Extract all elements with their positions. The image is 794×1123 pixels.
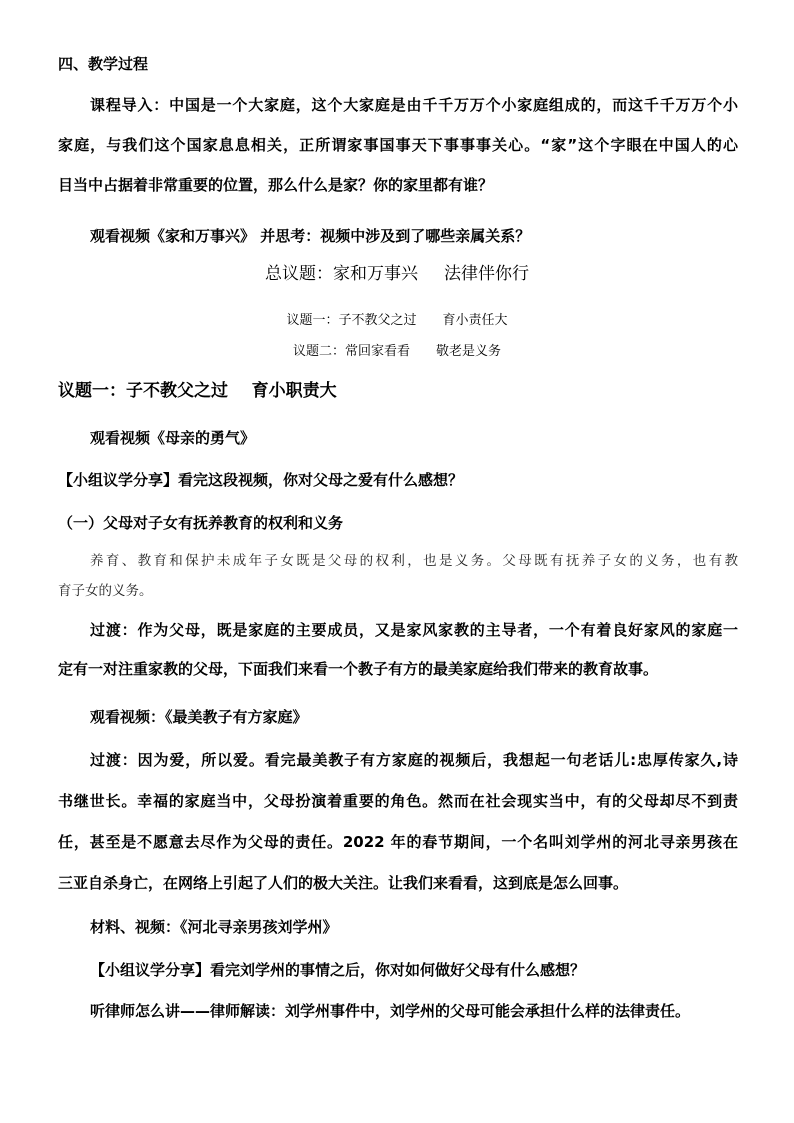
main-topic-title (0, 264, 794, 284)
video-prompt-2: 观看视频《母亲的勇气》 (90, 429, 256, 447)
main-topic-subtitle: 法律伴你行 (444, 264, 529, 284)
note-line-1: 养育、教育和保护未成年子女既是父母的权利，也是义务。父母既有抚养子女的义务，也有教 (90, 553, 738, 569)
video-prompt-1: 观看视频《家和万事兴》 并思考：视频中涉及到了哪些亲属关系？ (90, 227, 531, 245)
video-prompt-3: 观看视频：《最美教子有方家庭》 (90, 708, 308, 726)
transition-1-line-1: 过渡：作为父母，既是家庭的主要成员，又是家风家教的主导者，一个有着良好家风的家庭一 (90, 621, 738, 639)
group-share-prompt-2: 【小组议学分享】看完刘学州的事情之后，你对如何做好父母有什么感想？ (90, 961, 586, 979)
section-heading: 四、教学过程 (58, 55, 149, 73)
topic-1-heading: 议题一：子不教父之过 育小职责大 (58, 381, 337, 401)
sub-topic-1-subtitle: 育小责任大 (442, 313, 508, 328)
main-topic-label: 总议题：家和万事兴 (265, 264, 418, 284)
intro-paragraph-line-1: 课程导入：中国是一个大家庭，这个大家庭是由千千万万个小家庭组成的，而这千千万万个小 (90, 96, 738, 114)
sub-topic-2 (0, 342, 794, 362)
intro-paragraph-line-3: 目当中占据着非常重要的位置，那么什么是家？你的家里都有谁？ (58, 176, 494, 194)
group-share-prompt-1: 【小组议学分享】看完这段视频，你对父母之爱有什么感想？ (58, 471, 464, 489)
intro-paragraph-line-2: 家庭，与我们这个国家息息相关，正所谓家事国事天下事事事关心。“家”这个字眼在中国人的心 (58, 136, 738, 154)
transition-2-line-1: 过渡：因为爱，所以爱。看完最美教子有方家庭的视频后，我想起一句老话儿:忠厚传家久,诗 (90, 751, 738, 769)
transition-1-line-2: 定有一对注重家教的父母，下面我们来看一个教子有方的最美家庭给我们带来的教育故事。 (58, 660, 659, 678)
sub-topic-1 (0, 311, 794, 331)
sub-topic-2-subtitle: 敬老是义务 (436, 344, 502, 359)
transition-2-line-4: 三亚自杀身亡，在网络上引起了人们的极大关注。让我们来看看，这到底是怎么回事。 (58, 874, 629, 892)
transition-2-line-2: 书继世长。幸福的家庭当中，父母扮演着重要的角色。然而在社会现实当中，有的父母却尽不到责 (58, 792, 738, 810)
sub-topic-1-label: 议题一：子不教父之过 (286, 313, 417, 328)
note-line-2: 育子女的义务。 (58, 583, 153, 599)
material-video-label: 材料、视频：《河北寻亲男孩刘学州》 (90, 918, 338, 936)
lawyer-interpretation: 听律师怎么讲——律师解读：刘学州事件中，刘学州的父母可能会承担什么样的法律责任。 (90, 1002, 691, 1020)
point-heading-1: （一）父母对子女有抚养教育的权利和义务 (58, 514, 344, 532)
transition-2-line-3: 任，甚至是不愿意去尽作为父母的责任。2022 年的春节期间，一个名叫刘学州的河北寻亲男孩在 (58, 833, 738, 851)
sub-topic-2-label: 议题二：常回家看看 (292, 344, 410, 359)
